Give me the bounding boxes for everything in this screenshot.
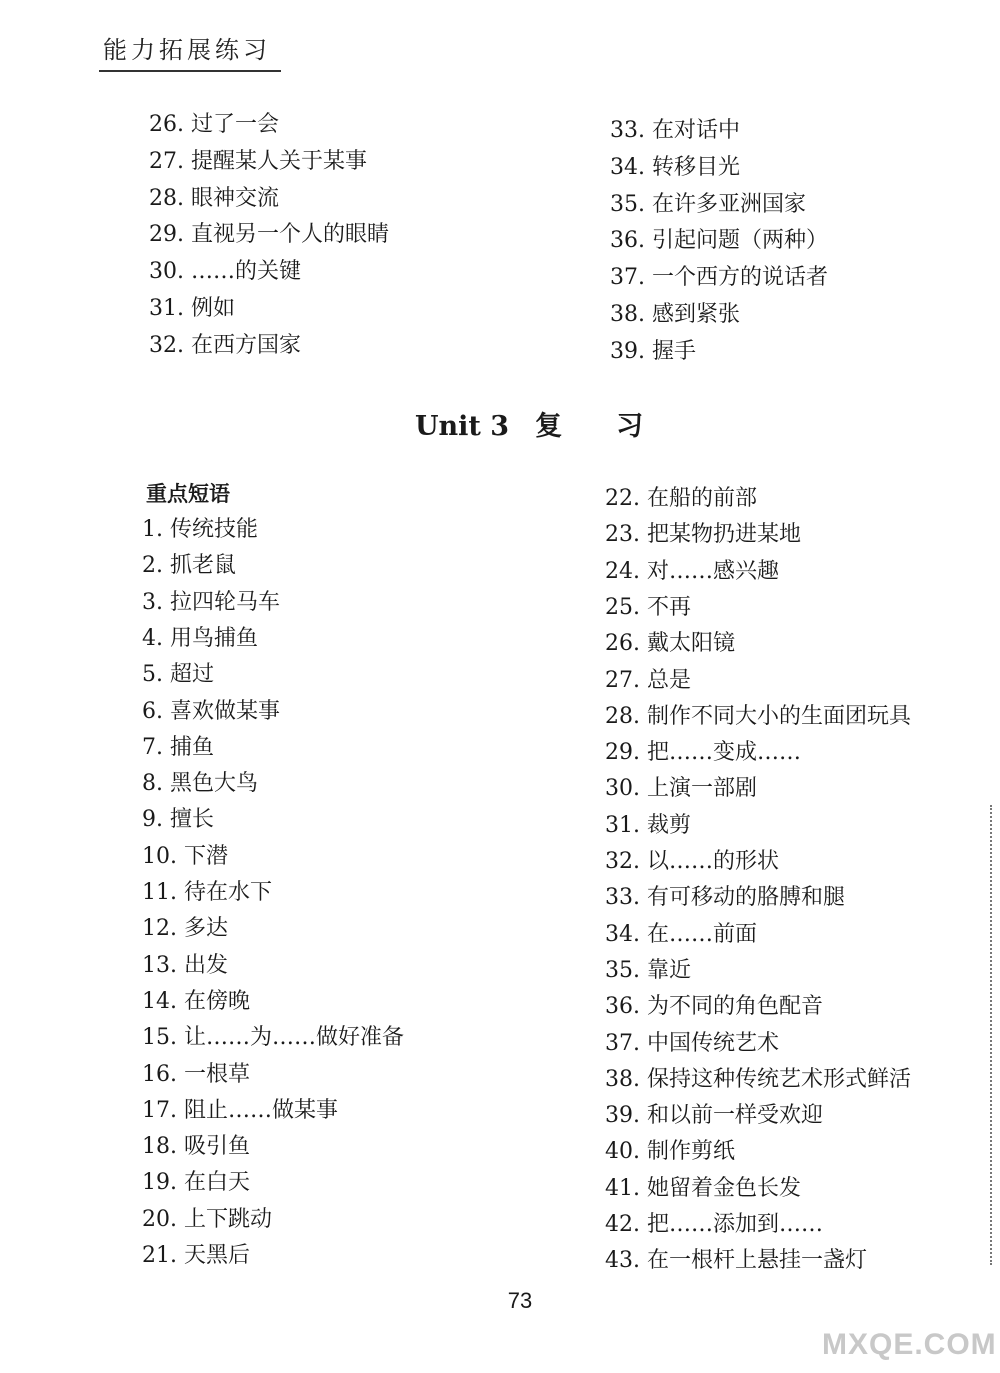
phrase-item: 4. 用鸟捕鱼 xyxy=(142,625,258,651)
watermark-logo xyxy=(800,1278,997,1363)
top-left-item: 29. 直视另一个人的眼睛 xyxy=(149,222,389,248)
phrase-item: 41. 她留着金色长发 xyxy=(605,1175,801,1201)
phrase-item: 35. 靠近 xyxy=(605,957,691,983)
phrase-item: 10. 下潜 xyxy=(142,843,228,869)
phrase-item: 24. 对……感兴趣 xyxy=(605,558,779,584)
phrase-item: 22. 在船的前部 xyxy=(605,486,757,511)
top-right-item: 34. 转移目光 xyxy=(610,154,740,180)
unit-heading xyxy=(415,404,643,443)
top-right-item: 38. 感到紧张 xyxy=(610,302,740,327)
phrase-item: 13. 出发 xyxy=(142,952,228,978)
phrase-item: 21. 天黑后 xyxy=(142,1243,250,1268)
phrase-item: 26. 戴太阳镜 xyxy=(605,631,735,657)
phrase-item: 15. 让……为……做好准备 xyxy=(142,1025,404,1051)
phrase-item: 27. 总是 xyxy=(605,667,691,693)
top-right-item: 36. 引起问题（两种） xyxy=(610,228,828,254)
top-left-item: 28. 眼神交流 xyxy=(149,185,279,211)
phrase-item: 30. 上演一部剧 xyxy=(605,776,757,802)
phrase-item: 25. 不再 xyxy=(605,594,691,620)
phrase-item: 1. 传统技能 xyxy=(142,517,258,542)
top-left-item: 31. 例如 xyxy=(149,296,235,321)
page-edge-dotted-line xyxy=(990,805,992,1265)
top-right-item: 35. 在许多亚洲国家 xyxy=(610,191,806,217)
phrase-item: 19. 在白天 xyxy=(142,1170,250,1196)
phrase-item: 33. 有可移动的胳膊和腿 xyxy=(605,885,845,911)
unit-label: Unit 3 xyxy=(415,411,510,442)
phrase-item: 31. 裁剪 xyxy=(605,812,691,838)
header-title: 能力拓展练习 xyxy=(103,36,271,64)
phrase-item: 23. 把某物扔进某地 xyxy=(605,522,801,548)
phrase-item: 6. 喜欢做某事 xyxy=(142,698,280,724)
phrase-item: 14. 在傍晚 xyxy=(142,988,250,1014)
unit-word-1: 复 xyxy=(535,411,563,442)
section-heading: 重点短语 xyxy=(146,481,230,506)
phrase-item: 18. 吸引鱼 xyxy=(142,1134,250,1160)
phrase-item: 28. 制作不同大小的生面团玩具 xyxy=(605,703,911,729)
top-right-item: 37. 一个西方的说话者 xyxy=(610,265,828,291)
phrase-item: 3. 拉四轮马车 xyxy=(142,589,280,615)
phrase-item: 34. 在……前面 xyxy=(605,921,757,947)
top-left-item: 32. 在西方国家 xyxy=(149,332,301,358)
phrase-item: 5. 超过 xyxy=(142,662,214,688)
unit-word-2: 习 xyxy=(616,411,644,442)
phrase-item: 36. 为不同的角色配音 xyxy=(605,994,823,1020)
phrase-item: 29. 把……变成…… xyxy=(605,740,801,766)
phrase-item: 40. 制作剪纸 xyxy=(605,1139,735,1165)
phrase-item: 32. 以……的形状 xyxy=(605,849,779,874)
phrase-item: 11. 待在水下 xyxy=(142,880,272,905)
watermark-text: MXQE.COM xyxy=(822,1328,997,1361)
top-left-item: 26. 过了一会 xyxy=(149,112,279,137)
phrase-item: 43. 在一根杆上悬挂一盏灯 xyxy=(605,1248,867,1274)
top-right-item: 39. 握手 xyxy=(610,338,696,364)
page-number: 73 xyxy=(507,1288,533,1313)
top-right-item: 33. 在对话中 xyxy=(610,118,740,143)
top-left-item: 27. 提醒某人关于某事 xyxy=(149,148,367,174)
phrase-item: 12. 多达 xyxy=(142,916,228,942)
phrase-item: 37. 中国传统艺术 xyxy=(605,1030,779,1056)
phrase-item: 2. 抓老鼠 xyxy=(142,553,236,579)
phrase-item: 38. 保持这种传统艺术形式鲜活 xyxy=(605,1066,911,1092)
phrase-item: 20. 上下跳动 xyxy=(142,1206,272,1232)
top-left-item: 30. ……的关键 xyxy=(149,259,301,285)
phrase-item: 16. 一根草 xyxy=(142,1061,250,1087)
header-underline xyxy=(99,70,281,72)
phrase-item: 9. 擅长 xyxy=(142,807,214,833)
running-header xyxy=(103,30,271,65)
phrase-item: 7. 捕鱼 xyxy=(142,734,214,760)
phrase-item: 42. 把……添加到…… xyxy=(605,1212,823,1237)
phrase-item: 17. 阻止……做某事 xyxy=(142,1097,338,1123)
phrase-item: 8. 黑色大鸟 xyxy=(142,771,258,797)
phrase-item: 39. 和以前一样受欢迎 xyxy=(605,1103,823,1129)
